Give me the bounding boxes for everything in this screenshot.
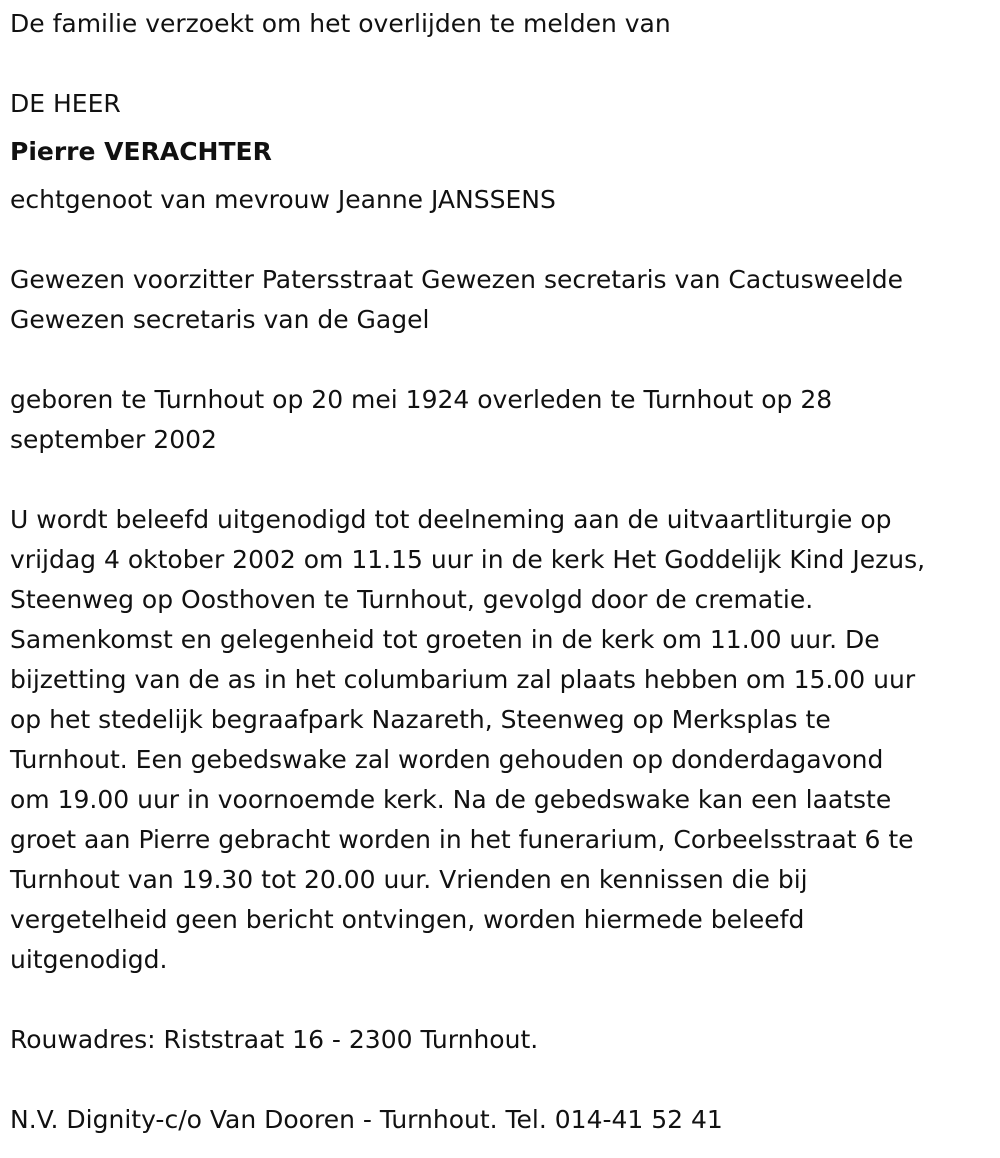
honorific-title: DE HEER bbox=[10, 89, 121, 118]
spacer bbox=[10, 220, 990, 260]
spacer bbox=[10, 980, 990, 1020]
invitation-line: U wordt beleefd uitgenodigd tot deelneming aan de uitvaartliturgie op bbox=[10, 505, 892, 534]
invitation-line: Turnhout van 19.30 tot 20.00 uur. Vrienden en kennissen die bij bbox=[10, 865, 808, 894]
invitation-line: Steenweg op Oosthoven te Turnhout, gevolgd door de crematie. bbox=[10, 585, 814, 614]
spacer bbox=[10, 44, 990, 84]
invitation-line: vrijdag 4 oktober 2002 om 11.15 uur in de kerk Het Goddelijk Kind Jezus, bbox=[10, 545, 926, 574]
spacer bbox=[10, 1060, 990, 1100]
invitation-line: vergetelheid geen bericht ontvingen, worden hiermede beleefd bbox=[10, 905, 805, 934]
invitation-block bbox=[10, 500, 990, 980]
life-dates-block bbox=[10, 380, 990, 460]
life-dates-line: september 2002 bbox=[10, 425, 217, 454]
life-dates-line: geboren te Turnhout op 20 mei 1924 overleden te Turnhout op 28 bbox=[10, 385, 833, 414]
roles-line: Gewezen secretaris van de Gagel bbox=[10, 305, 430, 334]
funeral-home-contact: N.V. Dignity-c/o Van Dooren - Turnhout. Tel. 014-41 52 41 bbox=[10, 1105, 723, 1134]
spouse-text: echtgenoot van mevrouw Jeanne JANSSENS bbox=[10, 185, 556, 214]
mourning-address: Rouwadres: Riststraat 16 - 2300 Turnhout. bbox=[10, 1025, 539, 1054]
invitation-line: uitgenodigd. bbox=[10, 945, 168, 974]
invitation-line: Turnhout. Een gebedswake zal worden gehouden op donderdagavond bbox=[10, 745, 884, 774]
spacer bbox=[10, 460, 990, 500]
invitation-line: groet aan Pierre gebracht worden in het funerarium, Corbeelsstraat 6 te bbox=[10, 825, 914, 854]
roles-line: Gewezen voorzitter Patersstraat Gewezen secretaris van Cactusweelde bbox=[10, 265, 904, 294]
invitation-line: bijzetting van de as in het columbarium zal plaats hebben om 15.00 uur bbox=[10, 665, 916, 694]
roles-block bbox=[10, 260, 990, 340]
invitation-line: Samenkomst en gelegenheid tot groeten in de kerk om 11.00 uur. De bbox=[10, 625, 880, 654]
intro-text: De familie verzoekt om het overlijden te melden van bbox=[10, 9, 671, 38]
deceased-name: Pierre VERACHTER bbox=[10, 137, 272, 166]
invitation-line: om 19.00 uur in voornoemde kerk. Na de gebedswake kan een laatste bbox=[10, 785, 892, 814]
invitation-line: op het stedelijk begraafpark Nazareth, Steenweg op Merksplas te bbox=[10, 705, 831, 734]
spacer bbox=[10, 340, 990, 380]
